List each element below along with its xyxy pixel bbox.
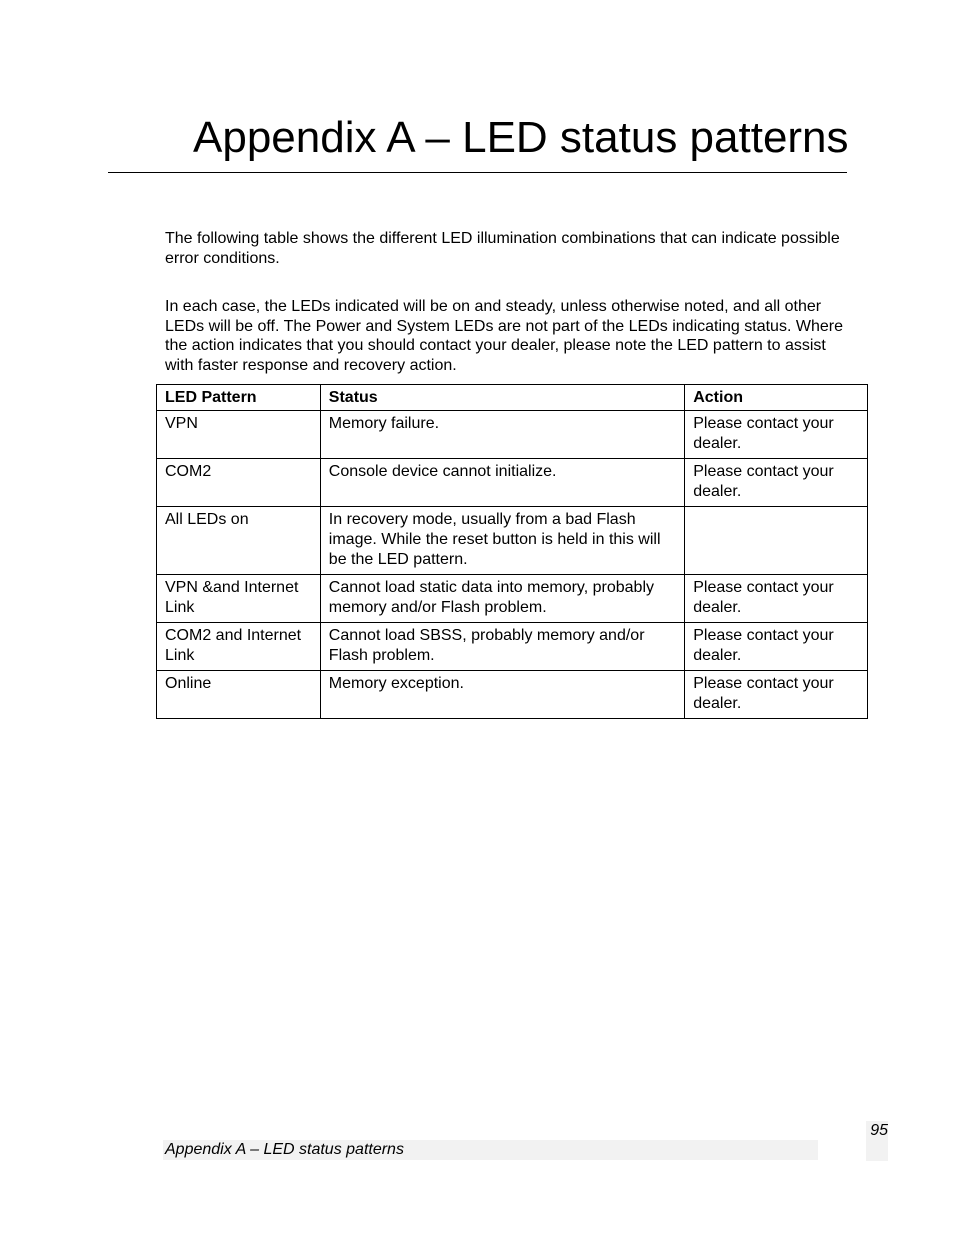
cell-led-pattern: Online <box>157 671 321 719</box>
cell-led-pattern: VPN <box>157 411 321 459</box>
page-number: 95 <box>866 1121 888 1161</box>
table-row <box>157 575 868 623</box>
table-row <box>157 411 868 459</box>
cell-action: Please contact your dealer. <box>685 671 868 719</box>
table-row <box>157 623 868 671</box>
cell-led-pattern: VPN &and Internet Link <box>157 575 321 623</box>
cell-status: Memory exception. <box>320 671 684 719</box>
cell-action: Please contact your dealer. <box>685 575 868 623</box>
details-paragraph: In each case, the LEDs indicated will be on and steady, unless otherwise noted, and all other LEDs will be off. The Power and System LEDs are not part of the LEDs indicating status. Where the action indicates that you should contact your dealer, please note the LED pattern to assist with faster response and recovery action. <box>165 298 843 374</box>
header-status: Status <box>320 385 684 411</box>
table-row <box>157 671 868 719</box>
title-divider <box>108 172 847 173</box>
cell-status: Cannot load SBSS, probably memory and/or Flash problem. <box>320 623 684 671</box>
table-row <box>157 507 868 575</box>
intro-paragraph: The following table shows the different LED illumination combinations that can indicate possible error conditions. <box>165 230 840 267</box>
led-status-table <box>156 384 868 719</box>
cell-led-pattern: All LEDs on <box>157 507 321 575</box>
footer-bar <box>163 1140 818 1160</box>
cell-action: Please contact your dealer. <box>685 459 868 507</box>
cell-action: Please contact your dealer. <box>685 411 868 459</box>
header-action: Action <box>685 385 868 411</box>
cell-action <box>685 507 868 575</box>
table-header-row <box>157 385 868 411</box>
cell-status: Memory failure. <box>320 411 684 459</box>
footer-running-title: Appendix A – LED status patterns <box>165 1141 404 1158</box>
table-row <box>157 459 868 507</box>
cell-status: Cannot load static data into memory, probably memory and/or Flash problem. <box>320 575 684 623</box>
header-led-pattern: LED Pattern <box>157 385 321 411</box>
cell-led-pattern: COM2 and Internet Link <box>157 623 321 671</box>
cell-status: In recovery mode, usually from a bad Flash image. While the reset button is held in this will be the LED pattern. <box>320 507 684 575</box>
cell-led-pattern: COM2 <box>157 459 321 507</box>
cell-status: Console device cannot initialize. <box>320 459 684 507</box>
cell-action: Please contact your dealer. <box>685 623 868 671</box>
page-title: Appendix A – LED status patterns <box>193 113 849 162</box>
